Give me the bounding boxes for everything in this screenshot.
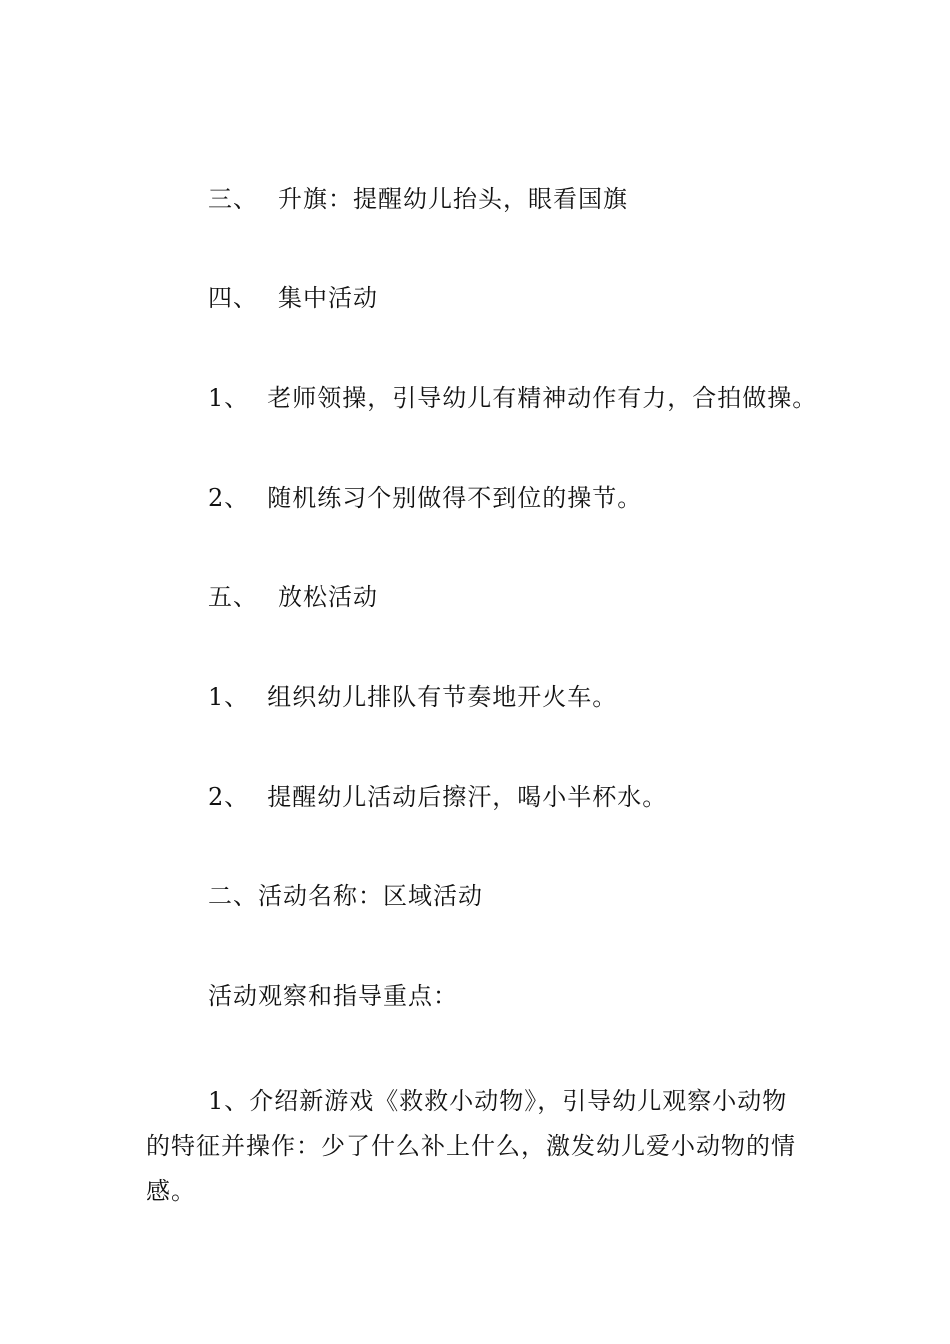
observation-heading: 活动观察和指导重点：: [208, 982, 458, 1010]
item-number: 2、: [208, 484, 250, 512]
section-heading-3: [208, 183, 628, 215]
body-paragraph: 1、介绍新游戏《救救小动物》，引导幼儿观察小动物的特征并操作：少了什么补上什么，激发幼儿爱小动物的情感。: [146, 1087, 796, 1205]
item-text: 组织幼儿排队有节奏地开火车。: [267, 683, 618, 711]
item-number: 1、: [208, 384, 250, 412]
section-heading-4: [208, 282, 378, 314]
section-heading-5: [208, 581, 378, 613]
item-text: 随机练习个别做得不到位的操节。: [267, 484, 643, 512]
item-text: 提醒幼儿活动后擦汗，喝小半杯水。: [267, 783, 668, 811]
section-text: 升旗：提醒幼儿抬头，眼看国旗: [278, 185, 628, 213]
list-item-1: [208, 382, 817, 414]
section-number: 四、: [208, 284, 258, 312]
section-text: 集中活动: [278, 284, 378, 312]
section-text: 放松活动: [278, 583, 378, 611]
list-item-2b: [208, 781, 667, 813]
list-item-1b: [208, 681, 617, 713]
section-number: 五、: [208, 583, 258, 611]
section-number: 三、: [208, 185, 258, 213]
activity-name-heading: 二、活动名称：区域活动: [208, 882, 483, 910]
item-number: 1、: [208, 683, 250, 711]
item-number: 2、: [208, 783, 250, 811]
list-item-2: [208, 482, 642, 514]
item-text: 老师领操，引导幼儿有精神动作有力，合拍做操。: [267, 384, 818, 412]
